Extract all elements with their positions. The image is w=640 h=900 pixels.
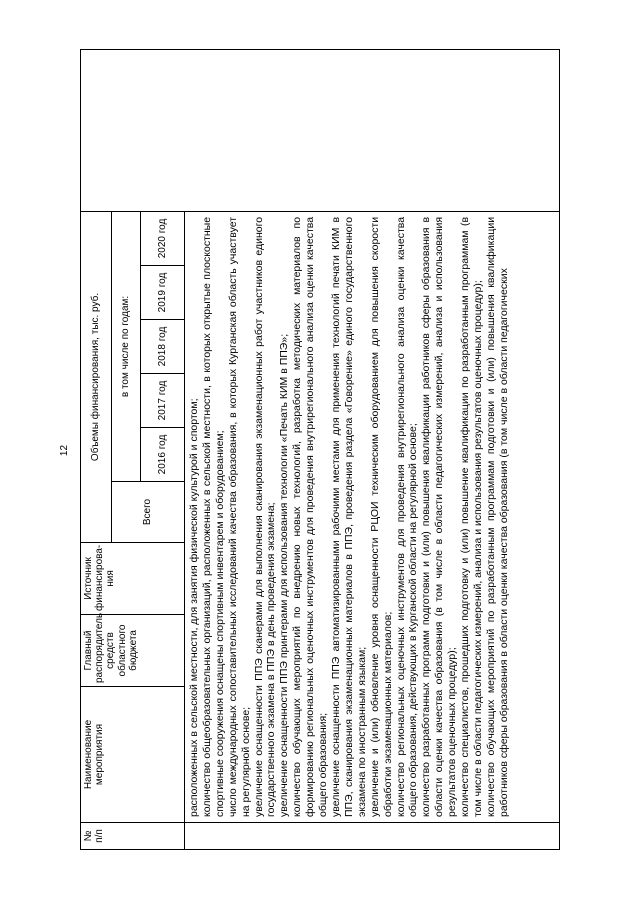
rotated-page-content	[80, 50, 560, 850]
header-num: № п/п	[81, 823, 185, 850]
header-year-2017: 2017 год	[141, 374, 185, 428]
right-blank-column	[81, 49, 560, 211]
header-year-2016: 2016 год	[141, 428, 185, 482]
indicator-list	[185, 211, 560, 822]
indicator-item: увеличение оснащенности ППЭ принтерами для использования технологии «Печать КИМ в ППЭ»;	[278, 333, 291, 817]
indicator-item: число международных сопоставительных исследований качества образования, в которых Курганская область участвует на регулярной основе;	[226, 216, 252, 817]
header-source: Источник финансирова-ния	[81, 543, 185, 615]
header-year-2018: 2018 год	[141, 320, 185, 374]
funding-table	[80, 49, 560, 850]
row-num-cell	[185, 823, 560, 850]
header-total: Всего	[112, 482, 185, 543]
indicator-item: количество разработанных программ подготовки и (или) повышения квалификации работников сферы образования в области оценки качества образования (в том числе в области педагогических измерений, анализа и использования результатов оценочных процедур);	[420, 216, 459, 817]
indicator-item: количество обучающих мероприятий по разработанным программам подготовки и (или) повышения квалификации работников сферы образования в области оценки качества образования (в том числе в области педагогических	[484, 216, 510, 817]
header-distributor: Главный распорядитель средств областного бюджета	[81, 615, 185, 687]
indicator-item: расположенных в сельской местности, для занятия физической культурой и спортом;	[188, 398, 200, 817]
indicator-item: количество обучающих мероприятий по внедрению новых технологий, разработка методических материалов по формированию региональных оценочных инструментов для проведения внутрирегионального анализа оценки качества общего образования;	[291, 216, 330, 817]
indicator-item: количество общеобразовательных организаций, расположенных в сельской местности, в которых открытые плоскостные спортивные сооружения оснащены спортивным инвентарем и оборудованием;	[200, 216, 226, 817]
header-funding: Объемы финансирования, тыс. руб.	[81, 211, 112, 542]
header-name: Наименование мероприятия	[81, 687, 185, 823]
indicator-item: увеличение оснащенности ППЭ автоматизированными рабочими местами для применения технологий печати КИМ в ППЭ, сканирования экзаменационных материалов в ППЭ, проведения раздела «Говорение» единого государственного экзамена по иностранным языкам;	[329, 216, 368, 817]
indicator-item: количество специалистов, прошедших подготовку и (или) повышение квалификации по разработанным программам (в том числе в области педагогических измерений, анализа и использования результатов оценочных процедур);	[459, 216, 484, 817]
indicator-item: увеличение и (или) обновление уровня оснащенности РЦОИ техническим оборудованием для повышения скорости обработки экзаменационных материалов;	[368, 216, 394, 817]
indicator-item: увеличение оснащенности ППЭ сканерами для выполнения сканирования экзаменационных работ участников единого государственного экзамена в ППЭ в день проведения экзамена;	[252, 216, 278, 817]
header-year-2020: 2020 год	[141, 211, 185, 265]
page-number: 12	[59, 444, 71, 456]
indicator-item: количество региональных оценочных инструментов для проведения внутрирегионального анализа оценки качества общего образования, действующих в Курганской области на регулярной основе;	[394, 216, 420, 817]
header-year-2019: 2019 год	[141, 266, 185, 320]
header-by-years: в том числе по годам:	[112, 211, 141, 481]
